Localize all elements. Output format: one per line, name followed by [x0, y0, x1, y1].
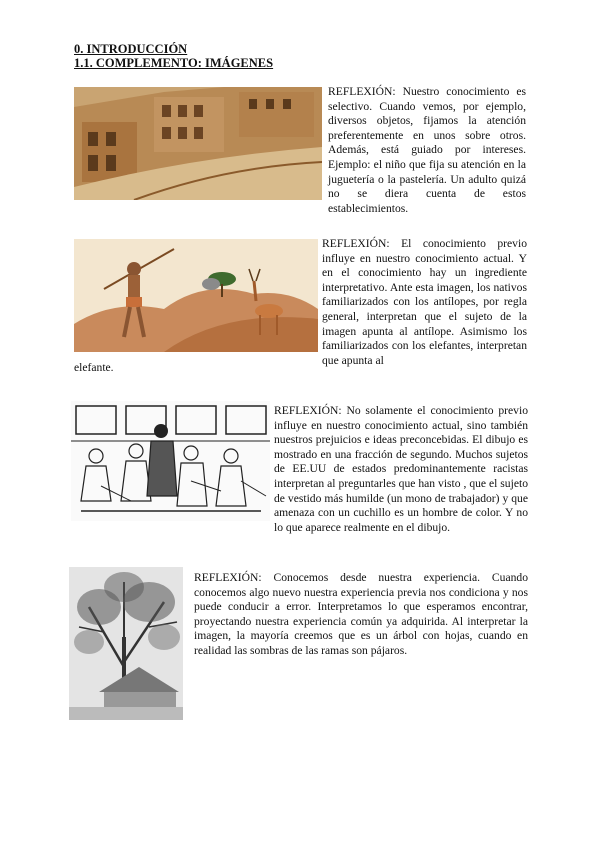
block-1-text: REFLEXIÓN: Nuestro conocimiento es selectivo. Cuando vemos, por ejemplo, diversos objetos, fijamos la atención preferentemente en unos sobre otros. Además, está guiado por intereses. Ejemplo: el niño que fija su atención en la juguetería o la pastelería. Un adulto quizá no se diera cuenta de estos establecimientos. [328, 85, 526, 215]
block-2-text: REFLEXIÓN: El conocimiento previo influye en nuestro conocimiento actual. Y en el conocimiento hay un ingrediente interpretativo. Ante esta imagen, los nativos familiarizados con los antílopes, por regla general, interpretan que el sujeto de la imagen apunta al antílope. Asimismo los familiarizados con los elefantes, interpretan que apunta al [322, 237, 527, 367]
block-2-tail-text: elefante. [74, 361, 114, 374]
subway-passengers-sketch-icon [71, 401, 270, 521]
tree-with-birds-photo-icon [69, 567, 183, 720]
block-3-text: REFLEXIÓN: No solamente el conocimiento previo influye en nuestro conocimiento actual, sino también nuestros prejuicios e ideas preconcebidas. El dibujo es mostrado en una fracción de segundo. Muchos sujetos de EE.UU de estados predominantemente racistas interpretan al preguntarles que han visto , que el sujeto de vestido más humilde (un mono de trabajador) y que amenaza con un cuchillo es un hombre de color. Y no lo que aparece realmente en el dibujo. [274, 404, 528, 534]
town-street-illustration-icon [74, 87, 322, 200]
hunter-antelope-elephant-illustration-icon [74, 239, 318, 352]
section-heading: 0. INTRODUCCIÓN [74, 42, 188, 56]
block-4-text: REFLEXIÓN: Conocemos desde nuestra experiencia. Cuando conocemos algo nuevo nuestra experiencia previa nos condiciona y nos puede conducir a error. Interpretamos lo que esperamos encontrar, proyectando nuestra experiencia común ya adquirida. Al interpretar la imagen, la mayoría creemos que es un árbol con hojas, cuando en realidad las sombras de las ramas son pájaros. [194, 571, 528, 657]
subsection-heading: 1.1. COMPLEMENTO: IMÁGENES [74, 56, 274, 70]
